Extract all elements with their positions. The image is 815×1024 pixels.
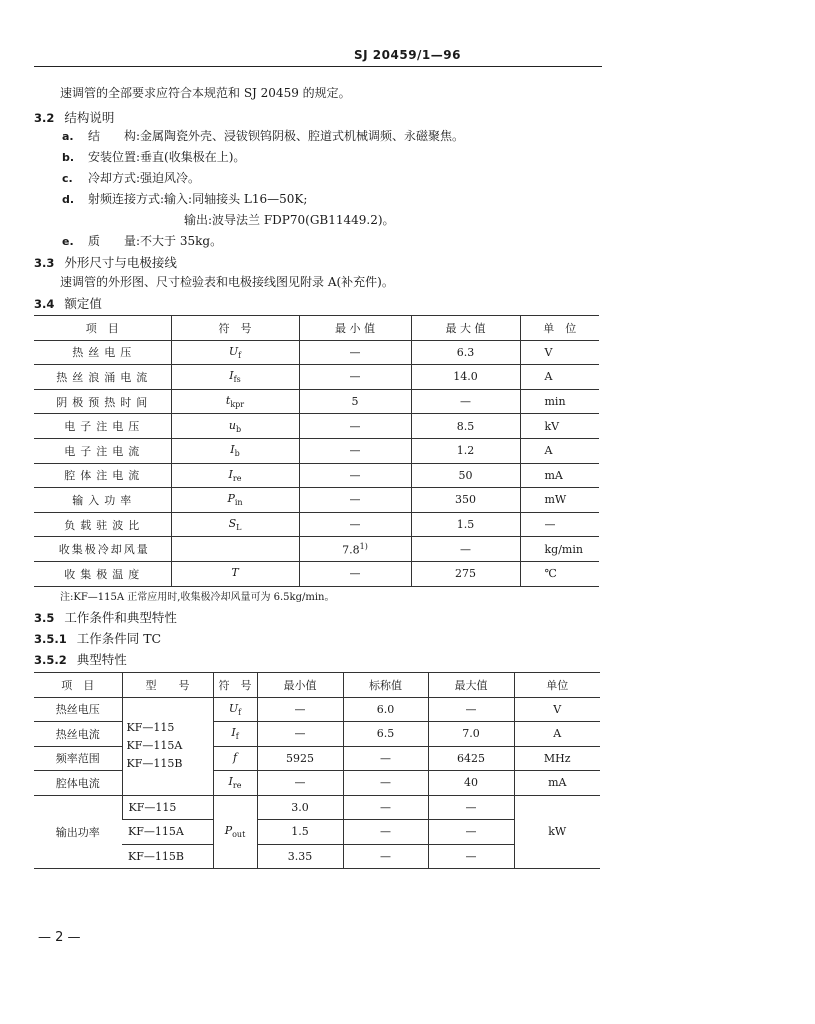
header-item: 项 目 [34,316,171,341]
section-3-5-2-heading: 3.5.2 典型特性 [34,652,127,667]
symbol-cell: $t_{kpr}$ [171,389,299,414]
header-min: 最 小 值 [299,316,411,341]
table-row: KF—115B 3.35 — — [34,844,600,869]
table-row: 腔体电流 $I_{re}$ — — 40 mA [34,771,600,796]
section-number: 3.2 [34,111,55,125]
table-row: 电子注电流 $I_b$ — 1.2 A [34,438,599,463]
structure-item-e: e. 质 量:不大于 35kg。 [62,234,223,248]
table-row: KF—115A 1.5 — — [34,820,600,845]
section-3-3-heading: 3.3 外形尺寸与电极接线 [34,255,177,270]
symbol-cell: $I_{fs}$ [171,365,299,390]
table-row: 热丝电压 KF—115 KF—115A KF—115B $U_f$ — 6.0 — V [34,697,600,722]
header-symbol: 符 号 [171,316,299,341]
section-3-4-heading: 3.4 额定值 [34,296,102,311]
table-row: 收集极温度 T — 275 ℃ [34,561,599,586]
section-3-5-heading: 3.5 工作条件和典型特性 [34,610,177,625]
table-row: 输出功率 KF—115 $P_{out}$ 3.0 — — kW [34,795,600,820]
document-id: SJ 20459/1—96 [354,48,461,62]
table-row: 阴极预热时间 $t_{kpr}$ 5 — min [34,389,599,414]
structure-item-d-output: 输出:波导法兰 FDP70(GB11449.2)。 [184,213,395,227]
symbol-cell: $U_f$ [171,340,299,365]
header-rule [34,66,602,67]
table-row: 输入功率 $P_{in}$ — 350 mW [34,488,599,513]
ratings-table [34,315,599,587]
symbol-cell: $I_b$ [171,438,299,463]
symbol-cell [171,537,299,562]
symbol-cell: $S_L$ [171,512,299,537]
page-number: — 2 — [38,930,81,945]
table-row: 负载驻波比 $S_L$ — 1.5 — [34,512,599,537]
section-3-5-1-heading: 3.5.1 工作条件同 TC [34,631,162,646]
symbol-cell: $u_b$ [171,414,299,439]
table-row: 热丝电流 $I_f$ — 6.5 7.0 A [34,722,600,747]
section-3-2-heading [34,108,114,126]
symbol-cell: $I_{re}$ [171,463,299,488]
structure-item-b: b. 安装位置:垂直(收集极在上)。 [62,150,246,164]
structure-item-d: d. 射频连接方式:输入:同轴接头 L16—50K; [62,192,308,206]
symbol-cell: $P_{in}$ [171,488,299,513]
model-group-cell: KF—115 KF—115A KF—115B [122,697,213,795]
section-title: 结构说明 [64,110,115,125]
intro-text: 速调管的全部要求应符合本规范和 SJ 20459 的规定。 [60,86,351,100]
header-unit: 单 位 [520,316,599,341]
table-note: 注:KF—115A 正常应用时,收集极冷却风量可为 6.5kg/min。 [60,592,335,603]
table-row: 腔体注电流 $I_{re}$ — 50 mA [34,463,599,488]
table-row: 收集极冷却风量 7.8$^{1)}$ — kg/min [34,537,599,562]
structure-item-c: c. 冷却方式:强迫风冷。 [62,171,201,185]
symbol-cell: T [171,561,299,586]
table-row: 电子注电压 $u_b$ — 8.5 kV [34,414,599,439]
table-row: 热丝电压 $U_f$ — 6.3 V [34,340,599,365]
structure-item-a: a. 结 构:金属陶瓷外壳、浸钹钡钨阴极、腔道式机械调频、永磁聚焦。 [62,129,465,143]
table-header-row [34,316,599,341]
table-header-row: 项 目 型 号 符 号 最小值 标称值 最大值 单位 [34,673,600,698]
header-max: 最 大 值 [411,316,520,341]
table-row: 热丝浪涌电流 $I_{fs}$ — 14.0 A [34,365,599,390]
section-3-3-text: 速调管的外形图、尺寸检验表和电极接线图见附录 A(补充件)。 [60,275,394,289]
typical-characteristics-table [34,672,600,869]
table-row: 频率范围 f 5925 — 6425 MHz [34,746,600,771]
